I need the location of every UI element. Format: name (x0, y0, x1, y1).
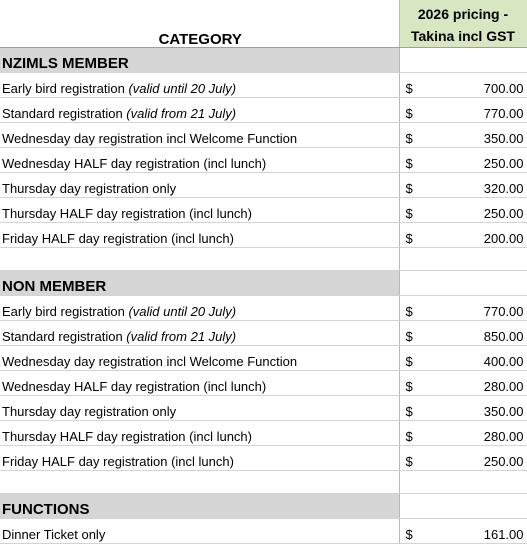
row-price-cell (399, 446, 527, 471)
table-row (0, 346, 527, 371)
section-header-functions (0, 494, 527, 519)
row-label: Thursday HALF day registration (incl lunch) (2, 206, 252, 221)
currency-symbol: $ (405, 527, 413, 542)
currency-symbol: $ (405, 454, 413, 469)
row-label: Early bird registration (2, 81, 129, 96)
pricing-header-line2: Takina incl GST (411, 28, 515, 44)
currency-symbol: $ (405, 231, 413, 246)
row-note: (valid from 21 July) (126, 106, 237, 121)
row-label-cell (0, 421, 399, 446)
row-price-cell (399, 296, 527, 321)
row-label: Wednesday day registration incl Welcome Function (2, 354, 298, 369)
blank-cell (399, 471, 527, 494)
blank-cell (399, 248, 527, 271)
section-header-nzimls (0, 48, 527, 73)
row-note: (valid until 20 July) (128, 304, 237, 319)
section-title: FUNCTIONS (0, 494, 399, 519)
currency-symbol: $ (405, 354, 413, 369)
currency-symbol: $ (405, 131, 413, 146)
row-price-cell (399, 519, 527, 544)
section-title: NZIMLS MEMBER (0, 48, 399, 73)
row-price-cell (399, 396, 527, 421)
row-label: Standard registration (2, 106, 127, 121)
currency-symbol: $ (405, 429, 413, 444)
row-label: Dinner Ticket only (2, 527, 106, 542)
row-price-cell (399, 371, 527, 396)
row-label-cell (0, 519, 399, 544)
table-row (0, 148, 527, 173)
table-row (0, 173, 527, 198)
table-row (0, 421, 527, 446)
row-price-cell (399, 73, 527, 98)
price-amount: 280.00 (483, 379, 524, 394)
row-label-cell (0, 223, 399, 248)
row-note: (valid from 21 July) (126, 329, 237, 344)
price-amount: 770.00 (483, 304, 524, 319)
row-label-cell (0, 446, 399, 471)
row-price-cell (399, 223, 527, 248)
row-label: Wednesday day registration incl Welcome Function (2, 131, 298, 146)
pricing-header-line1: 2026 pricing - (417, 6, 509, 22)
row-label: Friday HALF day registration (incl lunch) (2, 231, 234, 246)
row-label: Standard registration (2, 329, 127, 344)
section-price-cell (399, 271, 527, 296)
currency-symbol: $ (405, 379, 413, 394)
table-row (0, 446, 527, 471)
row-label: Wednesday HALF day registration (incl lunch) (2, 379, 267, 394)
row-price-cell (399, 321, 527, 346)
price-amount: 700.00 (483, 81, 524, 96)
blank-cell (0, 471, 399, 494)
price-amount: 770.00 (483, 106, 524, 121)
table-row (0, 519, 527, 544)
row-label-cell (0, 123, 399, 148)
row-label-cell (0, 98, 399, 123)
currency-symbol: $ (405, 206, 413, 221)
row-price-cell (399, 173, 527, 198)
table-row (0, 123, 527, 148)
currency-symbol: $ (405, 181, 413, 196)
currency-symbol: $ (405, 304, 413, 319)
blank-row (0, 471, 527, 494)
currency-symbol: $ (405, 404, 413, 419)
price-amount: 250.00 (483, 454, 524, 469)
row-label-cell (0, 173, 399, 198)
row-price-cell (399, 198, 527, 223)
table-row (0, 198, 527, 223)
price-amount: 200.00 (483, 231, 524, 246)
table-row (0, 371, 527, 396)
header-row (0, 0, 527, 48)
price-amount: 280.00 (483, 429, 524, 444)
price-amount: 350.00 (483, 131, 524, 146)
row-label-cell (0, 371, 399, 396)
price-amount: 250.00 (483, 156, 524, 171)
table-row (0, 98, 527, 123)
price-amount: 850.00 (483, 329, 524, 344)
row-label: Thursday day registration only (2, 181, 177, 196)
price-amount: 320.00 (483, 181, 524, 196)
row-label-cell (0, 73, 399, 98)
category-header: CATEGORY (0, 0, 399, 48)
row-label-cell (0, 346, 399, 371)
price-amount: 161.00 (483, 527, 524, 542)
table-row (0, 321, 527, 346)
price-amount: 350.00 (483, 404, 524, 419)
blank-row (0, 248, 527, 271)
row-label: Early bird registration (2, 304, 129, 319)
table-row (0, 223, 527, 248)
row-price-cell (399, 346, 527, 371)
row-label: Thursday day registration only (2, 404, 177, 419)
row-label: Friday HALF day registration (incl lunch) (2, 454, 234, 469)
row-note: (valid until 20 July) (128, 81, 237, 96)
row-price-cell (399, 148, 527, 173)
section-title: NON MEMBER (0, 271, 399, 296)
currency-symbol: $ (405, 106, 413, 121)
row-price-cell (399, 123, 527, 148)
blank-cell (0, 248, 399, 271)
row-label-cell (0, 296, 399, 321)
section-price-cell (399, 48, 527, 73)
currency-symbol: $ (405, 329, 413, 344)
row-label-cell (0, 321, 399, 346)
row-price-cell (399, 421, 527, 446)
row-label-cell (0, 198, 399, 223)
section-price-cell (399, 494, 527, 519)
table-row (0, 73, 527, 98)
price-amount: 400.00 (483, 354, 524, 369)
table-row (0, 396, 527, 421)
currency-symbol: $ (405, 156, 413, 171)
currency-symbol: $ (405, 81, 413, 96)
row-label: Wednesday HALF day registration (incl lunch) (2, 156, 267, 171)
price-amount: 250.00 (483, 206, 524, 221)
table-row (0, 296, 527, 321)
row-label-cell (0, 148, 399, 173)
row-price-cell (399, 98, 527, 123)
section-header-non-member (0, 271, 527, 296)
pricing-header (399, 0, 527, 48)
row-label-cell (0, 396, 399, 421)
row-label: Thursday HALF day registration (incl lunch) (2, 429, 252, 444)
